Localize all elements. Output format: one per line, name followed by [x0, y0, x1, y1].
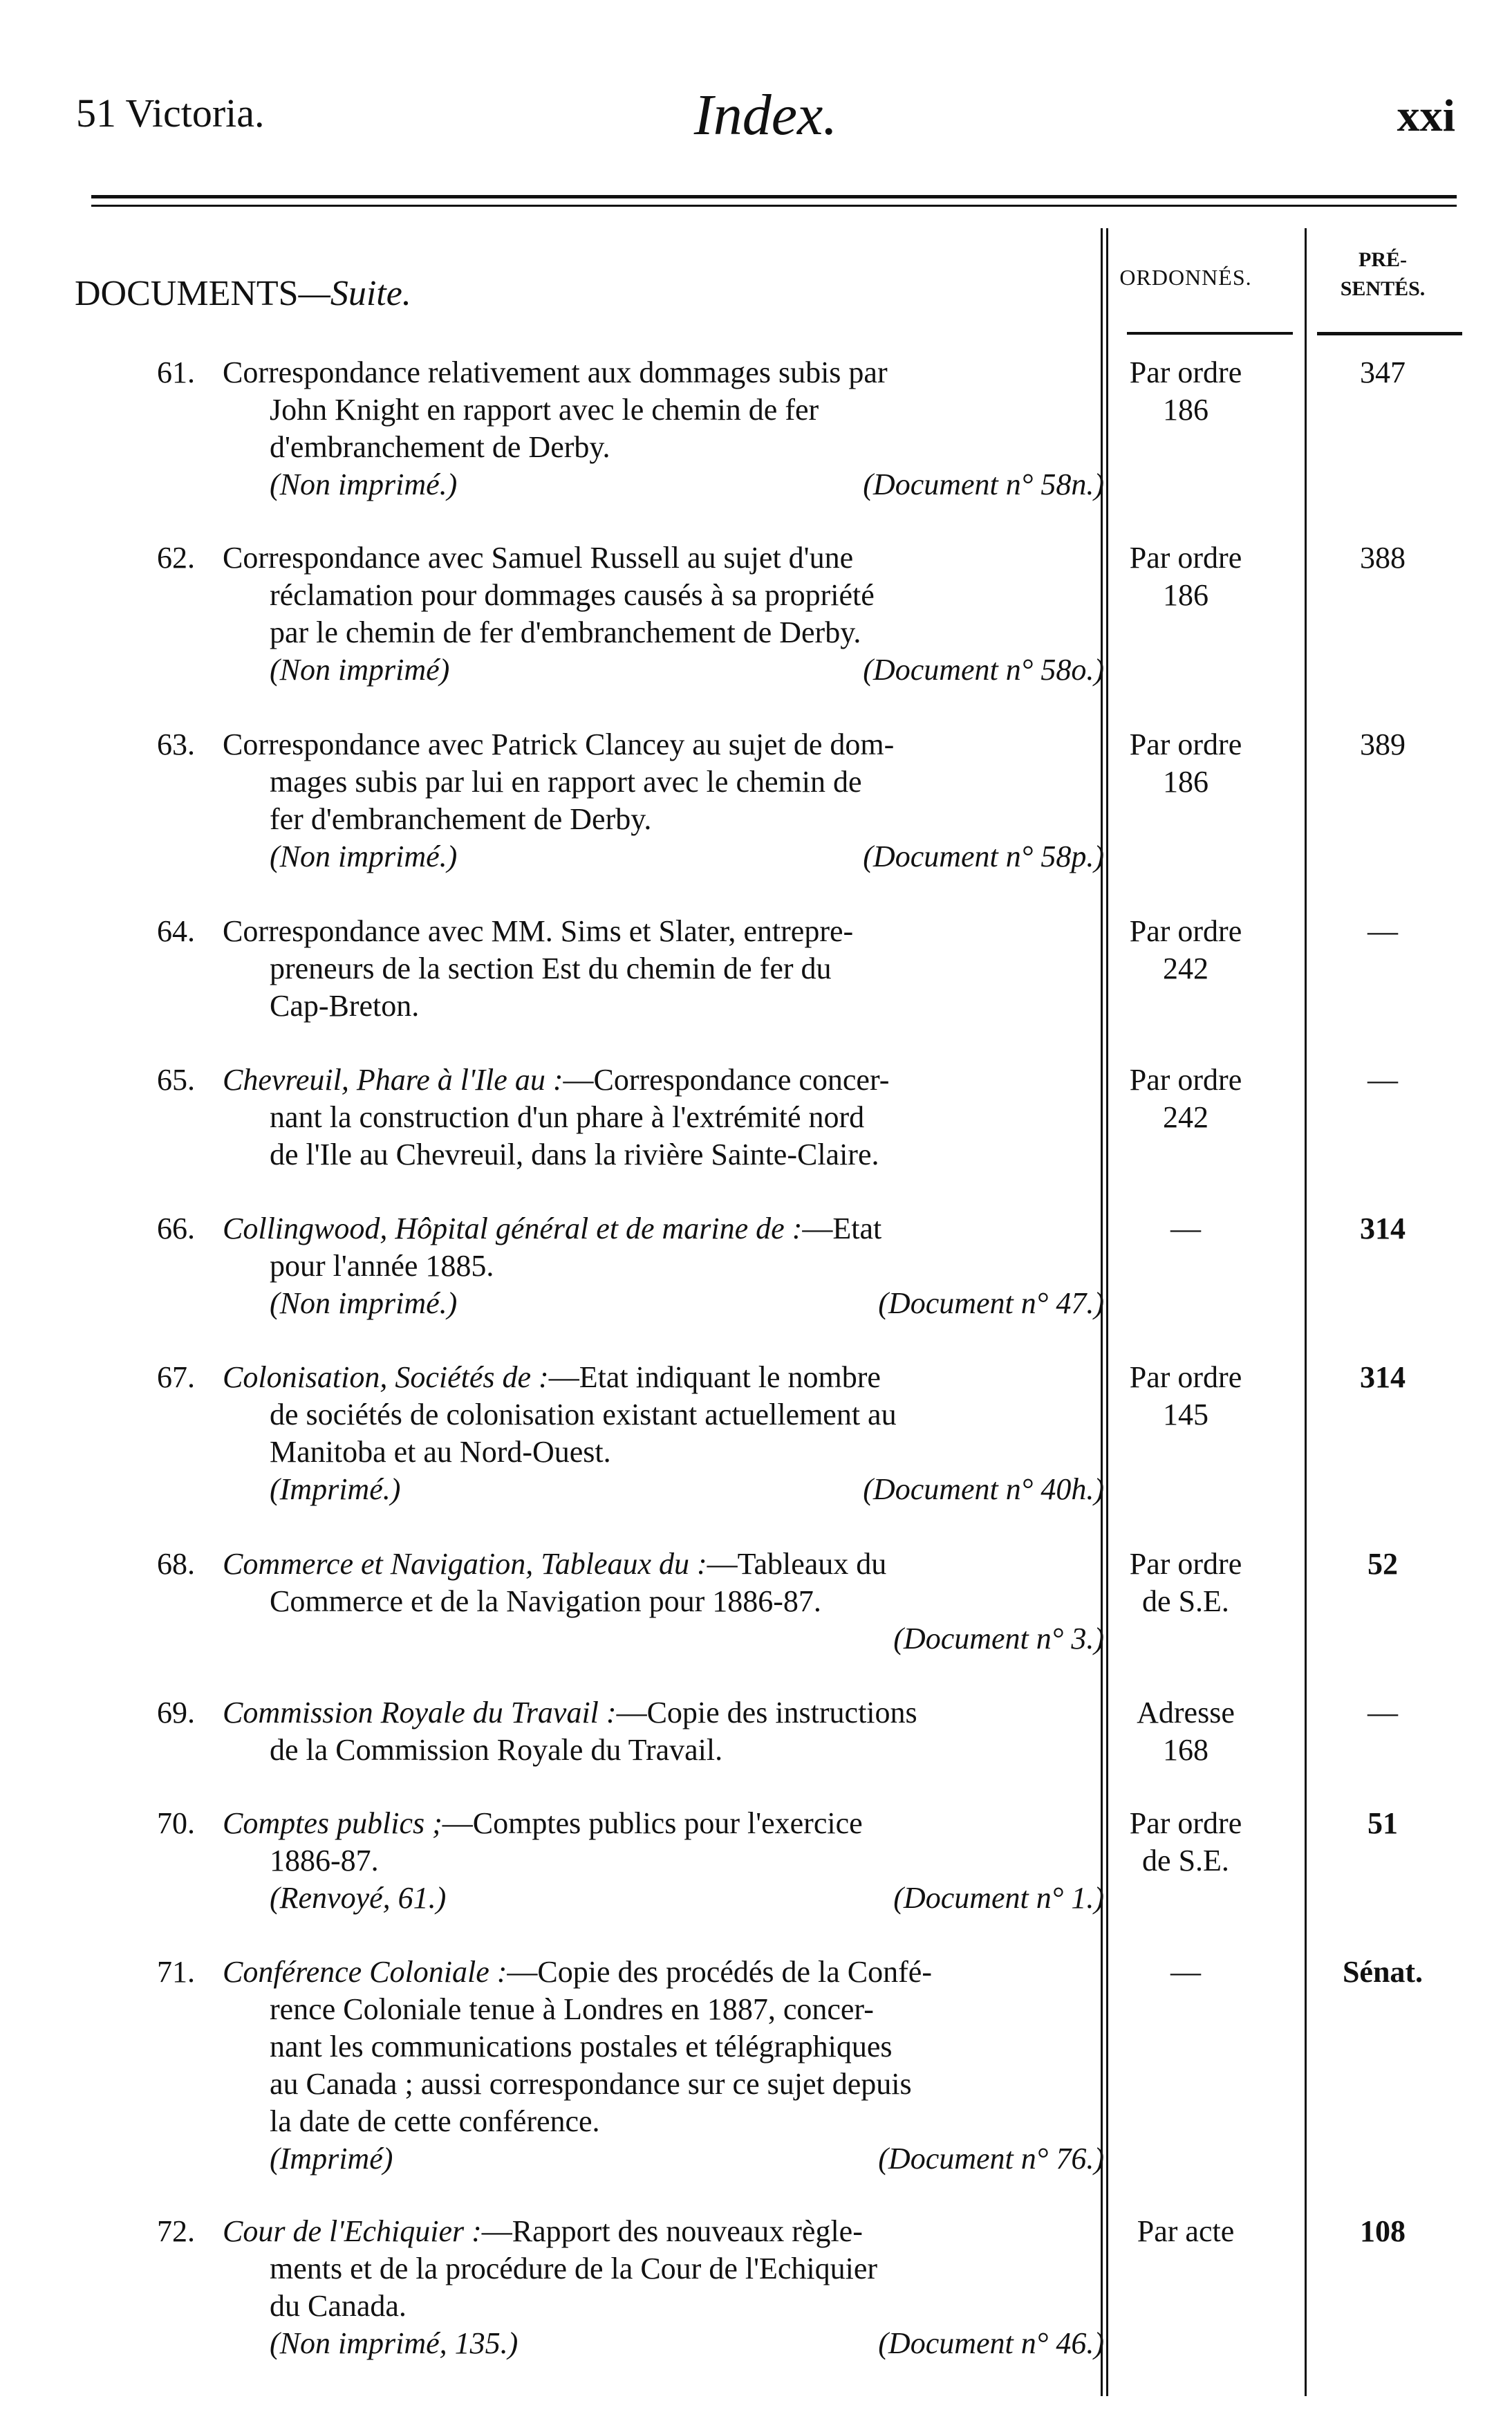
- entry-line: de la Commission Royale du Travail.: [270, 1733, 723, 1767]
- presentes-cell: 52: [1368, 1547, 1398, 1581]
- ordonnes-cell: [1113, 1061, 1258, 1136]
- ordonnes-line: —: [1170, 1955, 1201, 1989]
- document-reference: (Document n° 58p.): [863, 840, 1104, 873]
- entry-line: rence Coloniale tenue à Londres en 1887, concer-: [270, 1992, 874, 2026]
- header-page-number: xxi: [1397, 91, 1455, 141]
- entry-line: nant la construction d'un phare à l'extrémité nord: [270, 1100, 865, 1134]
- document-reference: (Document n° 3.): [893, 1622, 1104, 1655]
- entry-line-text: —Correspondance concer-: [563, 1063, 890, 1097]
- entry-line-text: —Copie des procédés de la Confé-: [507, 1955, 932, 1989]
- document-reference: (Document n° 46.): [878, 2326, 1104, 2360]
- ordonnes-cell: [1113, 1805, 1258, 1880]
- ordonnes-line: Par ordre: [1129, 541, 1242, 575]
- ordonnes-line: 242: [1163, 952, 1208, 985]
- entry-line: Correspondance avec MM. Sims et Slater, entrepre-: [223, 914, 854, 948]
- entry-number: 71.: [157, 1955, 195, 1989]
- entry-text: [223, 354, 1104, 503]
- presentes-cell: 389: [1360, 727, 1406, 761]
- entry-subject: Comptes publics ;: [223, 1806, 442, 1840]
- entry-line: [223, 2213, 1104, 2250]
- entry-line-text: —Copie des instructions: [616, 1696, 917, 1729]
- entry-line: [223, 1359, 1104, 1396]
- entry-text: [223, 2213, 1104, 2362]
- presentes-cell: 388: [1360, 541, 1406, 575]
- ordonnes-cell: [1113, 2213, 1258, 2250]
- entry-text: [223, 1954, 1104, 2178]
- document-reference: (Document n° 76.): [878, 2142, 1104, 2176]
- entry-line-text: —Rapport des nouveaux règle-: [481, 2214, 863, 2248]
- entry-text: [223, 1805, 1104, 1917]
- ordonnes-cell: [1113, 539, 1258, 614]
- entry-subject: Commerce et Navigation, Tableaux du :: [223, 1547, 707, 1581]
- presentes-cell: 51: [1368, 1806, 1398, 1840]
- header-title: Index.: [693, 83, 838, 147]
- entry-text: [223, 1210, 1104, 1322]
- entry-line: John Knight en rapport avec le chemin de fer: [270, 393, 819, 427]
- entry-number: 64.: [157, 914, 195, 948]
- running-header: [76, 82, 1455, 158]
- entry-line: fer d'embranchement de Derby.: [270, 802, 652, 836]
- ordonnes-line: Adresse: [1137, 1696, 1235, 1729]
- presentes-cell: —: [1368, 914, 1398, 948]
- entry-line: Commerce et de la Navigation pour 1886-87.: [270, 1584, 821, 1618]
- print-status: (Non imprimé.): [270, 840, 458, 873]
- entry-number: 62.: [157, 541, 195, 575]
- entry-line: Correspondance avec Patrick Clancey au sujet de dom-: [223, 727, 895, 761]
- ordonnes-line: 145: [1163, 1398, 1208, 1431]
- print-status: (Non imprimé.): [270, 1286, 458, 1320]
- entry-line: de l'Ile au Chevreuil, dans la rivière Sainte-Claire.: [270, 1138, 879, 1171]
- entry-subject: Colonisation, Sociétés de :: [223, 1360, 549, 1394]
- presentes-cell: 314: [1360, 1212, 1406, 1245]
- ordonnes-line: de S.E.: [1142, 1584, 1229, 1618]
- ordonnes-line: Par acte: [1137, 2214, 1235, 2248]
- entry-notes: [223, 838, 1104, 875]
- ordonnes-cell: [1113, 1954, 1258, 1991]
- entry-line: [223, 1546, 1104, 1583]
- document-reference: (Document n° 1.): [893, 1881, 1104, 1915]
- entry-number: 63.: [157, 727, 195, 761]
- column-header-presentes-line2: SENTÉS.: [1340, 277, 1426, 300]
- document-reference: (Document n° 58o.): [863, 653, 1104, 687]
- entry-line: [223, 1210, 1104, 1248]
- entry-line-text: —Etat: [802, 1212, 882, 1245]
- ordonnes-line: Par ordre: [1129, 1547, 1242, 1581]
- entry-notes: [223, 466, 1104, 503]
- entry-line: Cap-Breton.: [270, 989, 420, 1023]
- ordonnes-cell: [1113, 1546, 1258, 1620]
- entry-line: nant les communications postales et télégraphiques: [270, 2030, 893, 2063]
- ordonnes-header-rule: [1127, 332, 1293, 335]
- header-session: 51 Victoria.: [76, 91, 265, 136]
- column-separator-right: [1305, 228, 1307, 2396]
- ordonnes-line: —: [1170, 1212, 1201, 1245]
- ordonnes-line: Par ordre: [1129, 1806, 1242, 1840]
- entry-number: 69.: [157, 1696, 195, 1729]
- entry-text: [223, 726, 1104, 875]
- entry-notes: [223, 2325, 1104, 2362]
- entry-number: 68.: [157, 1547, 195, 1581]
- document-reference: (Document n° 47.): [878, 1286, 1104, 1320]
- entry-number: 65.: [157, 1063, 195, 1097]
- document-reference: (Document n° 40h.): [863, 1472, 1104, 1506]
- entry-line: d'embranchement de Derby.: [270, 430, 610, 464]
- entry-subject: Chevreuil, Phare à l'Ile au :: [223, 1063, 563, 1097]
- entry-text: [223, 1694, 1104, 1769]
- ordonnes-line: Par ordre: [1129, 355, 1242, 389]
- entry-line-text: —Tableaux du: [707, 1547, 887, 1581]
- ordonnes-line: 242: [1163, 1100, 1208, 1134]
- presentes-cell: Sénat.: [1342, 1955, 1424, 1989]
- print-status: (Renvoyé, 61.): [270, 1881, 447, 1915]
- presentes-header-rule: [1317, 332, 1462, 335]
- print-status: (Imprimé.): [270, 1472, 401, 1506]
- entry-number: 67.: [157, 1360, 195, 1394]
- ordonnes-cell: [1113, 1694, 1258, 1769]
- entry-line: au Canada ; aussi correspondance sur ce sujet depuis: [270, 2067, 912, 2101]
- presentes-cell: 347: [1360, 355, 1406, 389]
- entry-line: 1886-87.: [270, 1844, 379, 1877]
- entry-line: de sociétés de colonisation existant actuellement au: [270, 1398, 897, 1431]
- presentes-cell: 314: [1360, 1360, 1406, 1394]
- entry-text: [223, 913, 1104, 1025]
- entry-notes: [223, 1285, 1104, 1322]
- ordonnes-cell: [1113, 913, 1258, 987]
- entry-line-text: —Etat indiquant le nombre: [548, 1360, 881, 1394]
- entry-text: [223, 1546, 1104, 1658]
- ordonnes-line: de S.E.: [1142, 1844, 1229, 1877]
- section-title-text: DOCUMENTS: [75, 274, 299, 313]
- header-rule-top: [91, 195, 1457, 198]
- entry-notes: [223, 1471, 1104, 1508]
- entry-subject: Commission Royale du Travail :: [223, 1696, 617, 1729]
- entry-line: [223, 1954, 1104, 1991]
- entry-line: la date de cette conférence.: [270, 2104, 600, 2138]
- entry-text: [223, 1359, 1104, 1508]
- entry-number: 70.: [157, 1806, 195, 1840]
- ordonnes-line: Par ordre: [1129, 1360, 1242, 1394]
- section-title-suite: —Suite.: [298, 274, 411, 313]
- entry-line: Manitoba et au Nord-Ouest.: [270, 1435, 611, 1469]
- entry-line: pour l'année 1885.: [270, 1249, 494, 1283]
- entry-number: 72.: [157, 2214, 195, 2248]
- presentes-cell: —: [1368, 1063, 1398, 1097]
- entry-line: par le chemin de fer d'embranchement de Derby.: [270, 615, 861, 649]
- entry-number: 61.: [157, 355, 195, 389]
- column-header-ordonnes: ORDONNÉS.: [1119, 265, 1252, 290]
- ordonnes-line: 168: [1163, 1733, 1208, 1767]
- print-status: (Non imprimé): [270, 653, 450, 687]
- print-status: (Imprimé): [270, 2142, 393, 2176]
- entry-number: 66.: [157, 1212, 195, 1245]
- section-title: [75, 273, 411, 314]
- ordonnes-cell: [1113, 726, 1258, 801]
- ordonnes-line: Par ordre: [1129, 1063, 1242, 1097]
- ordonnes-line: Par ordre: [1129, 914, 1242, 948]
- entry-subject: Conférence Coloniale :: [223, 1955, 507, 1989]
- column-header-presentes: [1314, 245, 1452, 304]
- entry-text: [223, 539, 1104, 689]
- document-reference: (Document n° 58n.): [863, 467, 1104, 501]
- entry-line: preneurs de la section Est du chemin de fer du: [270, 952, 832, 985]
- header-rule-bottom: [91, 205, 1457, 207]
- entry-subject: Collingwood, Hôpital général et de marine de :: [223, 1212, 803, 1245]
- entry-line: [223, 1805, 1104, 1842]
- entry-line-text: —Comptes publics pour l'exercice: [442, 1806, 863, 1840]
- column-separator-left-inner: [1106, 228, 1108, 2396]
- entry-subject: Cour de l'Echiquier :: [223, 2214, 482, 2248]
- entry-line: du Canada.: [270, 2289, 407, 2323]
- entry-notes: [223, 2140, 1104, 2178]
- entry-line: Correspondance relativement aux dommages subis par: [223, 355, 888, 389]
- entry-notes: [223, 651, 1104, 689]
- ordonnes-line: 186: [1163, 578, 1208, 612]
- entry-line: Correspondance avec Samuel Russell au sujet d'une: [223, 541, 854, 575]
- entry-notes: [223, 1620, 1104, 1658]
- entry-notes: [223, 1880, 1104, 1917]
- entry-line: [223, 1694, 1104, 1732]
- entry-line: réclamation pour dommages causés à sa propriété: [270, 578, 875, 612]
- ordonnes-line: Par ordre: [1129, 727, 1242, 761]
- column-header-presentes-line1: PRÉ-: [1359, 248, 1407, 271]
- ordonnes-cell: [1113, 354, 1258, 429]
- ordonnes-cell: [1113, 1359, 1258, 1434]
- ordonnes-cell: [1113, 1210, 1258, 1248]
- entry-text: [223, 1061, 1104, 1174]
- print-status: (Non imprimé.): [270, 467, 458, 501]
- entry-line: ments et de la procédure de la Cour de l'Echiquier: [270, 2252, 878, 2285]
- entry-line: mages subis par lui en rapport avec le chemin de: [270, 765, 862, 799]
- ordonnes-line: 186: [1163, 393, 1208, 427]
- print-status: (Non imprimé, 135.): [270, 2326, 519, 2360]
- entry-line: [223, 1061, 1104, 1099]
- presentes-cell: —: [1368, 1696, 1398, 1729]
- ordonnes-line: 186: [1163, 765, 1208, 799]
- presentes-cell: 108: [1360, 2214, 1406, 2248]
